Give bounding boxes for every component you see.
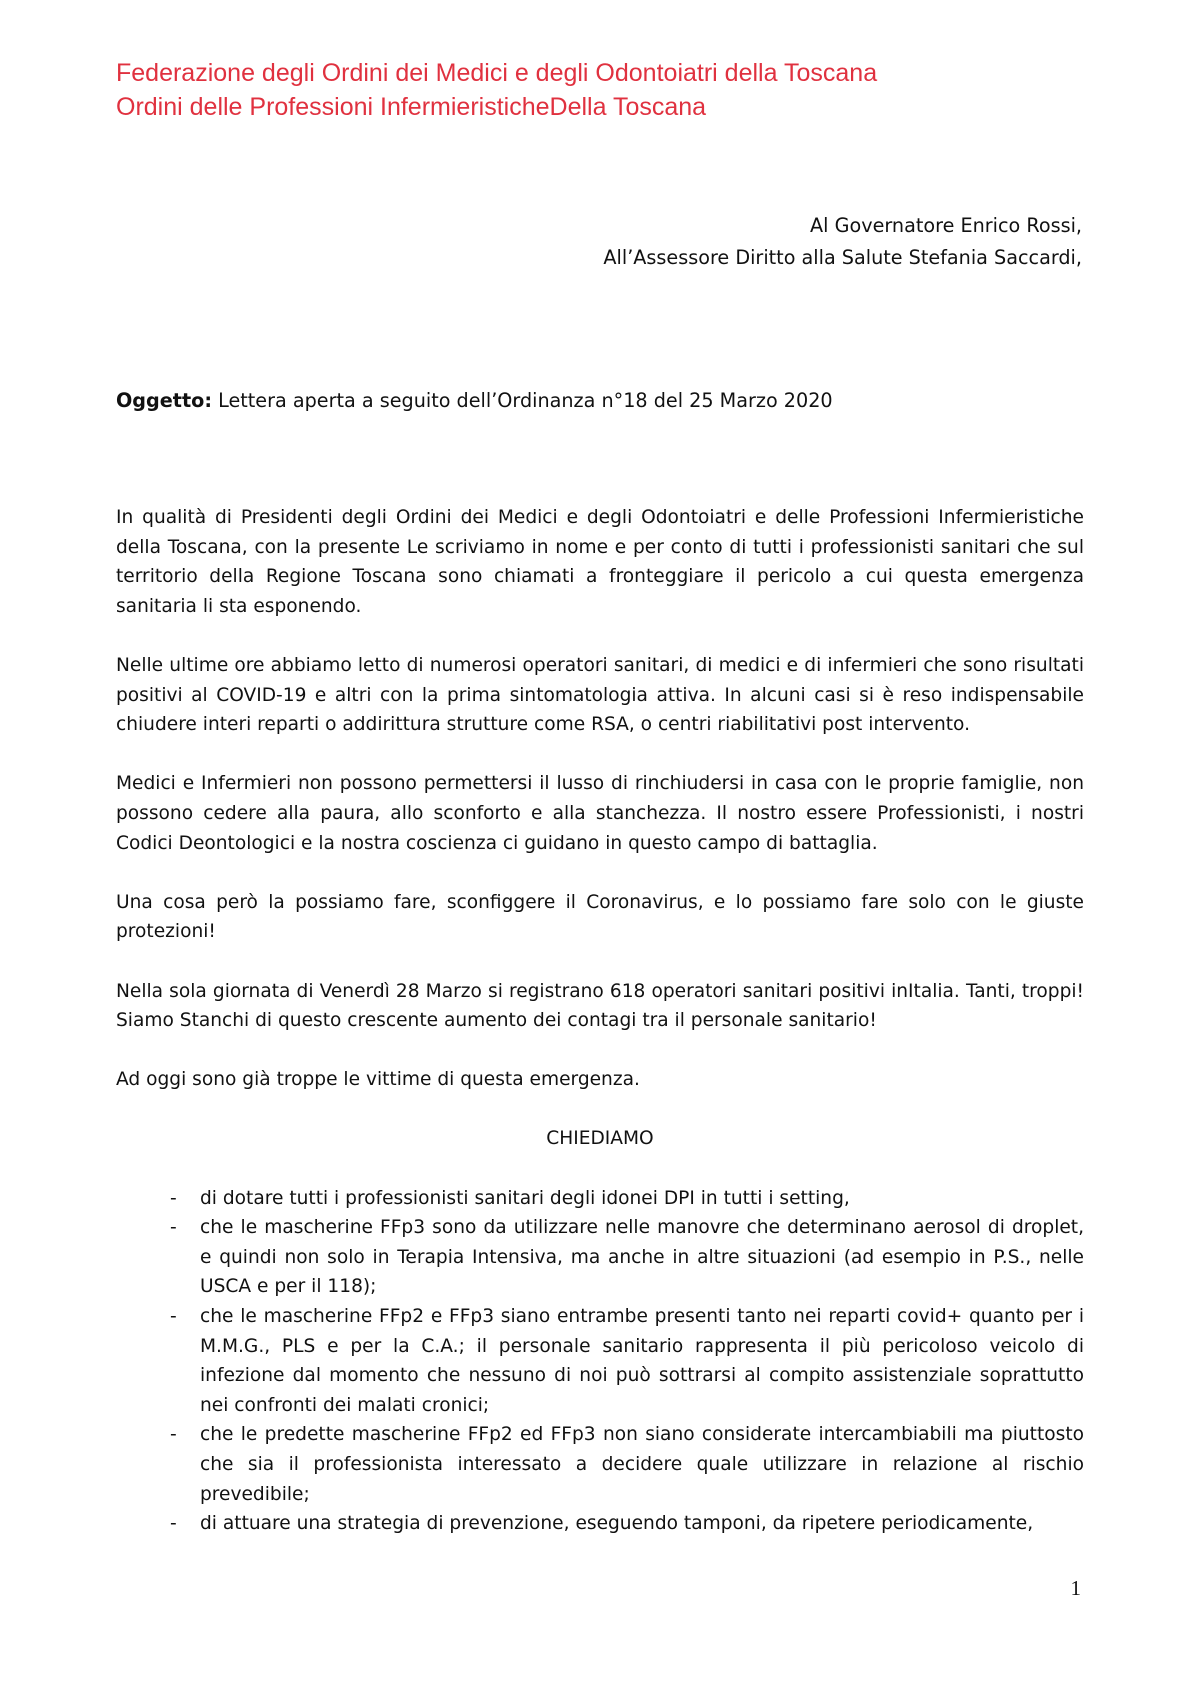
subject-line xyxy=(116,386,833,416)
body-paragraph: In qualità di Presidenti degli Ordini dei Medici e degli Odontoiatri e delle Professioni Infermieristiche della Toscana, con la presente Le scriviamo in nome e per conto di tutti i professionisti sanitari che sul territorio della Regione Toscana sono chiamati a fronteggiare il pericolo a cui questa emergenza sanitaria li sta esponendo. xyxy=(116,507,1084,617)
list-dash: - xyxy=(170,1306,177,1328)
body-paragraph: Nella sola giornata di Venerdì 28 Marzo si registrano 618 operatori sanitari positivi inItalia. Tanti, troppi! Siamo Stanchi di questo crescente aumento dei contagi tra il personale sanitario! xyxy=(116,980,1084,1032)
page-number: 1 xyxy=(1070,1576,1081,1600)
body-paragraph: Nelle ultime ore abbiamo letto di numerosi operatori sanitari, di medici e di infermieri che sono risultati positivi al COVID-19 e altri con la prima sintomatologia attiva. In alcuni casi si è reso indispensabile chiudere interi reparti o addirittura strutture come RSA, o centri riabilitativi post intervento. xyxy=(116,654,1084,736)
request-text: che le mascherine FFp2 e FFp3 siano entrambe presenti tanto nei reparti covid+ quanto per i M.M.G., PLS e per la C.A.; il personale sanitario rappresenta il più pericoloso veicolo di infezione dal momento che nessuno di noi può sottrarsi al compito assistenziale soprattutto nei confronti dei malati cronici; xyxy=(200,1306,1084,1416)
body-paragraph: Ad oggi sono già troppe le vittime di questa emergenza. xyxy=(116,1069,640,1091)
letterhead-line-2: Ordini delle Professioni InfermieristicheDella Toscana xyxy=(116,93,707,121)
list-dash: - xyxy=(170,1217,177,1239)
list-dash: - xyxy=(170,1187,177,1209)
subject-text: Lettera aperta a seguito dell’Ordinanza n°18 del 25 Marzo 2020 xyxy=(212,389,833,412)
request-text: di dotare tutti i professionisti sanitari degli idonei DPI in tutti i setting, xyxy=(200,1187,850,1209)
subject-label: Oggetto: xyxy=(116,389,212,412)
request-item xyxy=(116,1509,1084,1539)
list-dash: - xyxy=(170,1424,177,1446)
addressee-line-1: Al Governatore Enrico Rossi, xyxy=(810,214,1082,237)
body-paragraph: Medici e Infermieri non possono permettersi il lusso di rinchiudersi in casa con le proprie famiglie, non possono cedere alla paura, allo sconforto e alla stanchezza. Il nostro essere Professionisti, i nostri Codici Deontologici e la nostra coscienza ci guidano in questo campo di battaglia. xyxy=(116,773,1084,854)
list-dash: - xyxy=(170,1513,177,1535)
request-item xyxy=(116,1420,1084,1509)
letter-body xyxy=(116,503,1084,1539)
letterhead-line-1: Federazione degli Ordini dei Medici e degli Odontoiatri della Toscana xyxy=(116,59,878,87)
requests-heading: CHIEDIAMO xyxy=(546,1128,654,1150)
addressee-line-2: All’Assessore Diritto alla Salute Stefania Saccardi, xyxy=(603,246,1082,269)
request-item xyxy=(116,1213,1084,1302)
body-paragraph: Una cosa però la possiamo fare, sconfiggere il Coronavirus, e lo possiamo fare solo con le giuste protezioni! xyxy=(116,891,1084,943)
addressee-block xyxy=(603,210,1082,274)
letterhead xyxy=(116,56,877,124)
request-item xyxy=(116,1302,1084,1420)
request-text: che le mascherine FFp3 sono da utilizzare nelle manovre che determinano aerosol di droplet, e quindi non solo in Terapia Intensiva, ma anche in altre situazioni (ad esempio in P.S., nelle USCA e per il 118); xyxy=(200,1217,1084,1298)
request-text: che le predette mascherine FFp2 ed FFp3 non siano considerate intercambiabili ma piuttosto che sia il professionista interessato a decidere quale utilizzare in relazione al rischio prevedibile; xyxy=(200,1424,1084,1505)
request-item xyxy=(116,1184,1084,1214)
requests-list xyxy=(116,1184,1084,1539)
request-text: di attuare una strategia di prevenzione, eseguendo tamponi, da ripetere periodicamente, xyxy=(200,1513,1034,1535)
